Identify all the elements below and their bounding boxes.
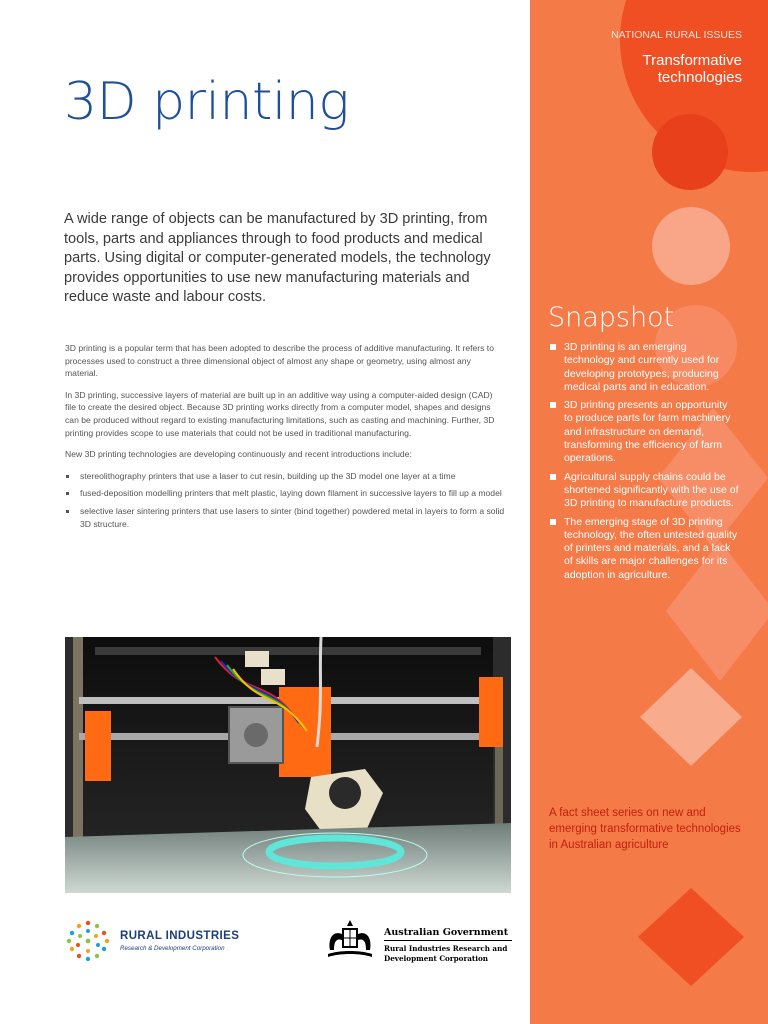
body-text [65,342,505,535]
snapshot-item: The emerging stage of 3D printing technology, the often untested quality of printers and materials, and a lack of skills are major challenges for its adoption in agriculture. [549,516,739,582]
topic-title: Transformative technologies [642,52,742,86]
snapshot-item: 3D printing is an emerging technology and currently used for developing prototypes, producing medical parts and in education. [549,341,739,394]
snapshot-list [549,341,739,587]
body-paragraph: In 3D printing, successive layers of material are built up in an additive way using a computer-aided design (CAD) file to create the desired object. Because 3D printing works directly from a computer model, shapes and designs can be produced without regard to existing manufacturing limitations, such as casting and machining. Further, 3D printing provides scope to use materials that could not be used in traditional manufacturing. [65,389,495,438]
gov-agency-line1: Rural Industries Research and [384,944,508,953]
snapshot-item: Agricultural supply chains could be shortened significantly with the use of 3D printing to manufacture products. [549,471,739,511]
gov-divider [384,940,512,941]
list-item: fused-deposition modelling printers that melt plastic, laying down filament in successive layers to fill up a model [65,487,505,500]
rural-industries-subtitle: Research & Development Corporation [120,945,225,952]
printer-photo [65,637,511,893]
technology-list [65,470,505,530]
printer-illustration [65,637,511,893]
snapshot-heading: Snapshot [548,302,675,333]
body-paragraph: New 3D printing technologies are developing continuously and recent introductions include: [65,449,412,460]
coat-of-arms-icon [322,916,378,968]
series-label: NATIONAL RURAL ISSUES [611,29,742,41]
gov-name: Australian Government [384,927,509,938]
body-paragraph: 3D printing is a popular term that has been adopted to describe the process of additive manufacturing. It refers to processes used to construct a three dimensional object of almost any shape or geometry, using almost any material. [65,343,494,379]
fact-sheet-tagline: A fact sheet series on new and emerging transformative technologies in Australian agriculture [549,807,741,851]
australian-government-logo [322,916,517,970]
rural-industries-name: RURAL INDUSTRIES [120,930,240,942]
rural-industries-logo [64,918,264,964]
snapshot-sidebar [530,0,768,1024]
dot-pattern-icon [64,918,112,964]
list-item: selective laser sintering printers that use lasers to sinter (bind together) powdered metal in layers to form a solid 3D structure. [65,505,505,530]
list-item: stereolithography printers that use a laser to cut resin, building up the 3D model one layer at a time [65,470,505,483]
intro-paragraph: A wide range of objects can be manufactured by 3D printing, from tools, parts and appliances through to food products and medical parts. Using digital or computer-generated models, the technology provides opportunities to use new manufacturing materials and reduce waste and labour costs. [64,211,491,305]
snapshot-item: 3D printing presents an opportunity to produce parts for farm machinery and infrastructure on demand, transforming the efficiency of farm operations. [549,399,739,465]
page-title: 3D printing [64,72,349,132]
gov-agency-line2: Development Corporation [384,954,488,963]
